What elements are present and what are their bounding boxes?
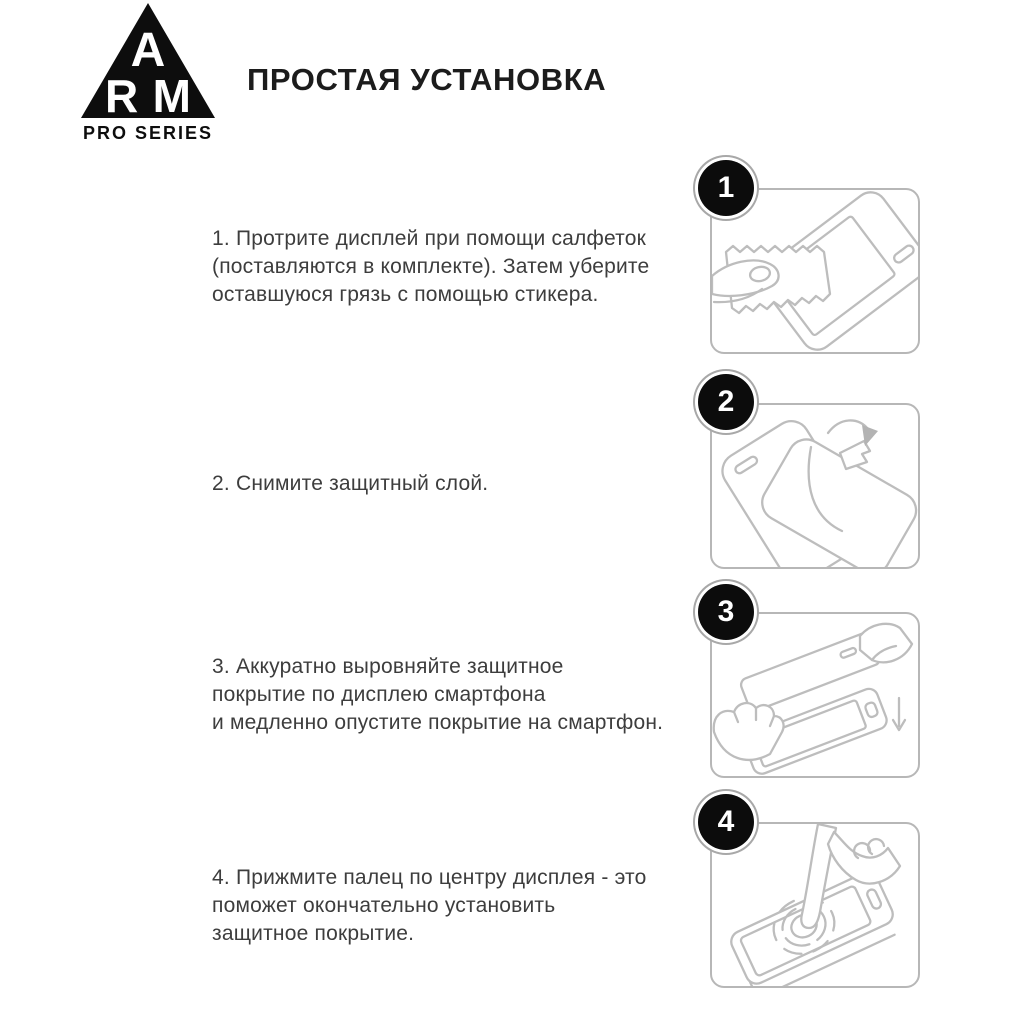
press-center-illustration	[712, 824, 918, 986]
step-3-text	[212, 653, 704, 737]
step-2-line-1: 2. Снимите защитный слой.	[212, 472, 489, 495]
step-1-figure-box	[710, 188, 920, 354]
page-title: ПРОСТАЯ УСТАНОВКА	[247, 62, 607, 97]
step-4-badge	[698, 794, 754, 850]
step-4-number: 4	[717, 805, 735, 838]
down-arrow-icon	[893, 698, 905, 730]
step-3-line-2: покрытие по дисплею смартфона	[212, 683, 546, 706]
step-2-text	[212, 470, 704, 498]
hand	[828, 832, 900, 884]
peel-arrow-curve	[828, 420, 868, 433]
step-4-line-3: защитное покрытие.	[212, 922, 415, 945]
step-4-line-1: 4. Прижмите палец по центру дисплея - это	[212, 866, 647, 889]
arm-triangle-logo-icon	[80, 2, 216, 120]
logo-letter-a: A	[130, 24, 166, 77]
step-4-line-2: поможет окончательно установить	[212, 894, 556, 917]
step-4-text	[212, 864, 704, 948]
step-4-figure-box	[710, 822, 920, 988]
step-3-badge	[698, 584, 754, 640]
step-1-number: 1	[717, 171, 735, 204]
logo-letters-rm: RM	[105, 70, 191, 120]
step-2-badge	[698, 374, 754, 430]
peel-film-illustration	[712, 405, 918, 567]
wipe-display-illustration	[712, 190, 918, 352]
step-1-badge	[698, 160, 754, 216]
step-1-line-2: (поставляются в комплекте). Затем уберите	[212, 255, 650, 278]
align-protector-illustration	[712, 614, 918, 776]
step-3-line-3: и медленно опустите покрытие на смартфон.	[212, 711, 664, 734]
step-1-text	[212, 225, 704, 309]
step-2-figure-box	[710, 403, 920, 569]
step-3-figure-box	[710, 612, 920, 778]
step-3-line-1: 3. Аккуратно выровняйте защитное	[212, 655, 564, 678]
logo-tagline: PRO SERIES	[82, 123, 214, 143]
step-3-number: 3	[717, 595, 735, 628]
right-hand	[860, 624, 912, 662]
step-1-line-1: 1. Протрите дисплей при помощи салфеток	[212, 227, 646, 250]
step-1-line-3: оставшуюся грязь с помощью стикера.	[212, 283, 599, 306]
step-2-number: 2	[717, 385, 735, 418]
brand-logo	[80, 2, 216, 144]
